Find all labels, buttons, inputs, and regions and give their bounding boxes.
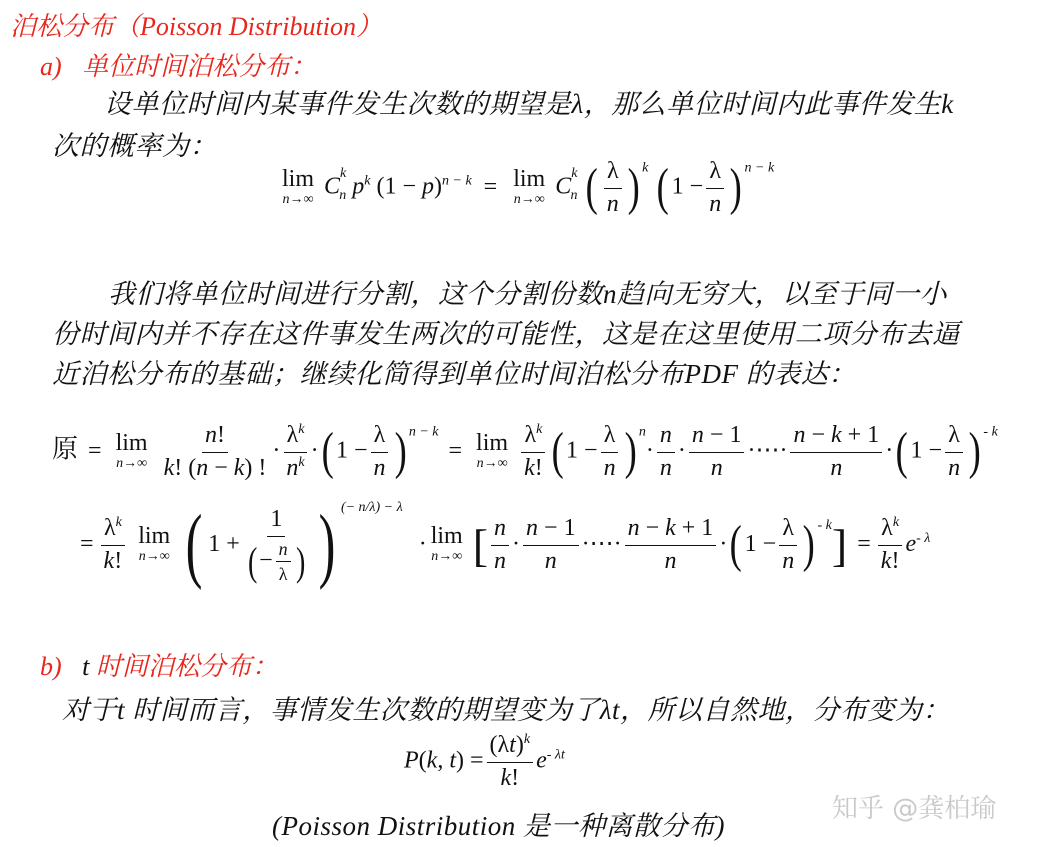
lim-operator: lim n→∞ [282, 166, 315, 207]
section-a-title: 单位时间泊松分布： [82, 52, 317, 81]
footer-note: (Poisson Distribution 是一种离散分布) [272, 811, 726, 841]
section-a-heading [40, 46, 316, 83]
equation-poisson-t: P(k, t) = $\frac{(\lambda t)^k}{k!}$ $e^{- \lambda t}$ [404, 732, 565, 791]
para2-line3: 近泊松分布的基础；继续化简得到单位时间泊松分布PDF 的表达： [52, 359, 856, 389]
section-b-marker: b) [40, 652, 62, 681]
equation-derivation-line2: = $\frac{\lambda^k}{k!}$ lim n→∞ ( 1 + 1 (− $\frac{n}{\lambda}$ ) ) $^{(- n/\lambda) - \lambda}$ · lim n→∞ [ $\frac{n}{n}$ · $\frac{n - 1}{n}$ ·⋯· $\frac{n - k + 1}{n}$ ·( 1 − $\frac{\lambda}{n}$ ) $^{- k}$] = $\frac{\lambda^k}{k!}$ $e^{- \lambda}$ [80, 498, 931, 592]
para2-line1: 我们将单位时间进行分割，这个分割份数n趋向无穷大，以至于同一小 [108, 279, 947, 309]
equation-derivation-line1: 原 = lim n→∞ $\frac{n!}{k! (n - k) !}$ · $\frac{\lambda^k}{n^k}$ ·( 1 − $\frac{\lambda}{n}$ ) $^{n - k}$ = lim n→∞ $\frac{\lambda^k}{k!}$ ( 1 − $\frac{\lambda}{n}$ ) $^n$· $\frac{n}{n}$ · $\frac{n - 1}{n}$ ·⋯· $\frac{n - k + 1}{n}$ ·( 1 − $\frac{\lambda}{n}$ ) $^{- k}$ [52, 422, 998, 481]
para1-line2: 次的概率为： [52, 131, 217, 161]
zhihu-watermark: 知乎 @龚柏瑜 [832, 794, 997, 824]
section-a-marker: a) [40, 52, 62, 81]
para2-line2: 份时间内并不存在这件事发生两次的可能性，这是在这里使用二项分布去逼 [52, 319, 960, 349]
para1-line1: 设单位时间内某事件发生次数的期望是λ，那么单位时间内此事件发生k [104, 89, 954, 119]
page-title: 泊松分布（Poisson Distribution） [10, 12, 382, 41]
section-b-var: t [82, 652, 90, 681]
yuan-label: 原 [52, 434, 79, 464]
section-b-para: 对于t 时间而言，事情发生次数的期望变为了λt，所以自然地，分布变为： [62, 695, 950, 725]
section-b-heading [40, 646, 278, 683]
section-b-title: 时间泊松分布： [95, 652, 278, 681]
equation-binomial-limit: lim n→∞ $C^k_n$ $p^k$ $(1 - p)^{n - k}$ = lim n→∞ $C^k_n$ ( $\frac{\lambda}{n}$ ) $^k$ ( 1 − $\frac{\lambda}{n}$ ) $^{n - k}$ [282, 158, 775, 217]
